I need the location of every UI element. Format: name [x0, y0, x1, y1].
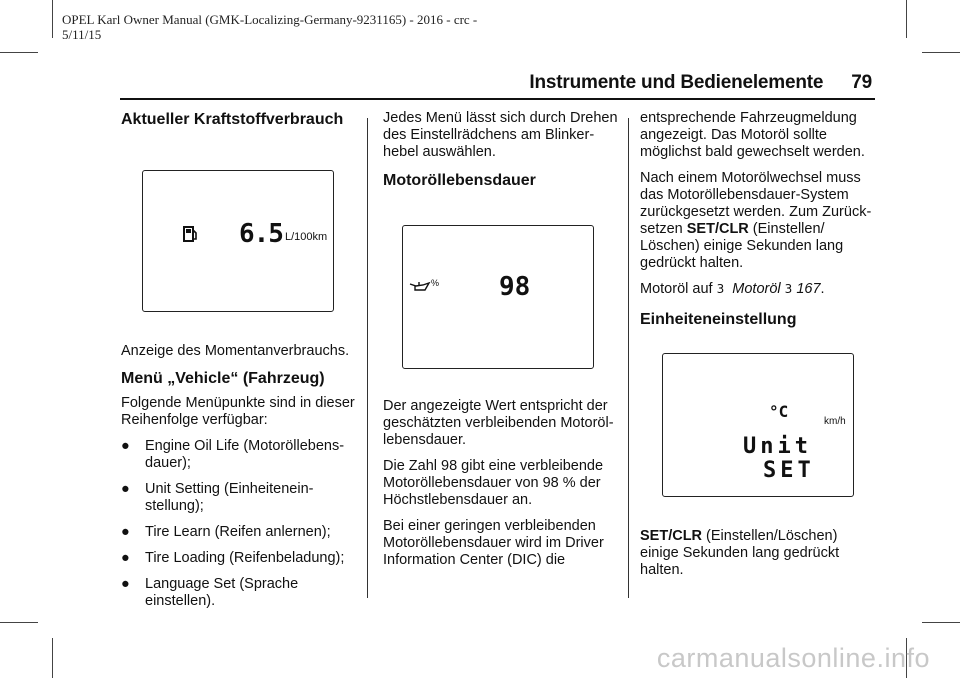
crop-mark — [52, 0, 53, 38]
crop-mark — [0, 52, 38, 53]
paragraph: Bei einer geringen verbleibenden Motoröllebensdauer wird im Driver Information Center (DIC) die — [383, 518, 604, 568]
cross-reference: Motoröl auf 3 Motoröl 3 167. — [640, 281, 825, 297]
intro-text: Folgende Menüpunkte sind in dieser Reihenfolge verfügbar: — [121, 395, 355, 428]
list-item-text: Unit Setting (Einheitenein-stellung); — [145, 481, 314, 514]
reference-symbol: 3 — [716, 282, 725, 296]
button-name: SET/CLR — [640, 528, 703, 544]
list-item — [121, 524, 361, 541]
fuel-consumption-display — [142, 170, 334, 312]
metadata-date: 5/11/15 — [62, 27, 102, 42]
crop-mark — [906, 0, 907, 38]
section-heading: Aktueller Kraftstoffverbrauch — [121, 111, 344, 128]
oil-life-unit: % — [431, 278, 440, 288]
fuel-pump-icon — [183, 225, 199, 243]
text-run: Motoröl auf — [640, 281, 717, 297]
section-title: Instrumente und Bedienelemente — [529, 72, 824, 93]
header-rule — [120, 98, 875, 100]
column-divider — [628, 118, 629, 598]
list-item-text: Tire Loading (Reifenbeladung); — [145, 550, 345, 566]
display-line-set: SET — [763, 458, 815, 483]
unit-setting-display — [662, 353, 854, 497]
reference-page[interactable]: 167 — [796, 281, 821, 297]
bullet: ● — [121, 481, 130, 497]
oil-can-icon — [409, 281, 431, 293]
watermark: carmanualsonline.info — [656, 643, 930, 673]
speed-unit: km/h — [824, 416, 846, 427]
column-3-body — [640, 528, 880, 588]
paragraph: entsprechende Fahrzeugmeldung angezeigt. Das Motoröl sollte möglichst bald gewechselt werden. — [640, 110, 865, 160]
column-divider — [367, 118, 368, 598]
page-number: 79 — [851, 72, 872, 93]
paragraph: Der angezeigte Wert entspricht der geschätzten verbleibenden Motoröl-lebensdauer. — [383, 398, 614, 448]
text-run: (Einstellen/Löschen) einige Sekunden lang gedrückt halten. — [640, 528, 840, 578]
list-item-text: Engine Oil Life (Motoröllebens-dauer); — [145, 438, 345, 471]
list-item — [121, 481, 361, 515]
reference-symbol: 3 — [784, 282, 793, 296]
column-2-body — [383, 398, 618, 578]
bullet: ● — [121, 550, 130, 566]
metadata-line: OPEL Karl Owner Manual (GMK-Localizing-Germany-9231165) - 2016 - crc - — [62, 12, 478, 27]
column-1-body — [121, 343, 361, 619]
column-1 — [121, 110, 361, 129]
running-header — [529, 72, 872, 94]
oil-life-display — [402, 225, 594, 369]
crop-mark — [52, 638, 53, 678]
list-item-text: Tire Learn (Reifen anlernen); — [145, 524, 331, 540]
list-item — [121, 550, 361, 567]
reference-topic[interactable]: Motoröl — [732, 281, 781, 297]
oil-life-value: 98 — [499, 272, 531, 302]
section-heading: Menü „Vehicle“ (Fahrzeug) — [121, 370, 325, 387]
list-item-text: Language Set (Sprache einstellen). — [145, 576, 299, 609]
menu-item-list — [121, 438, 361, 610]
text-run: Nach einem Motorölwechsel muss das Motoröllebensdauer-System zurückgesetzt werden. Zum Zurück-setzen — [640, 170, 872, 237]
column-2 — [383, 110, 618, 190]
crop-mark — [922, 52, 960, 53]
text-run: (Einstellen/ Löschen) einige Sekunden lang gedrückt halten. — [640, 221, 844, 271]
temperature-unit: °C — [769, 402, 789, 421]
paragraph: Die Zahl 98 gibt eine verbleibende Motoröllebensdauer von 98 % der Höchstlebensdauer an. — [383, 458, 604, 508]
display-line-unit: Unit — [743, 434, 812, 459]
consumption-unit: L/100km — [285, 231, 328, 243]
bullet: ● — [121, 576, 130, 592]
figure-caption: Anzeige des Momentanverbrauchs. — [121, 343, 350, 359]
list-item — [121, 438, 361, 472]
crop-mark — [922, 622, 960, 623]
print-metadata — [62, 12, 477, 42]
bullet: ● — [121, 438, 130, 454]
consumption-value: 6.5 — [239, 219, 283, 249]
bullet: ● — [121, 524, 130, 540]
figure-caption — [640, 528, 880, 579]
crop-mark — [0, 622, 38, 623]
section-heading: Motoröllebensdauer — [383, 172, 536, 189]
intro-text: Jedes Menü lässt sich durch Drehen des Einstellrädchens am Blinker-hebel auswählen. — [383, 110, 618, 160]
column-3 — [640, 110, 880, 329]
button-name: SET/CLR — [686, 221, 749, 237]
paragraph — [640, 170, 880, 272]
section-heading: Einheiteneinstellung — [640, 311, 797, 328]
list-item — [121, 576, 361, 610]
